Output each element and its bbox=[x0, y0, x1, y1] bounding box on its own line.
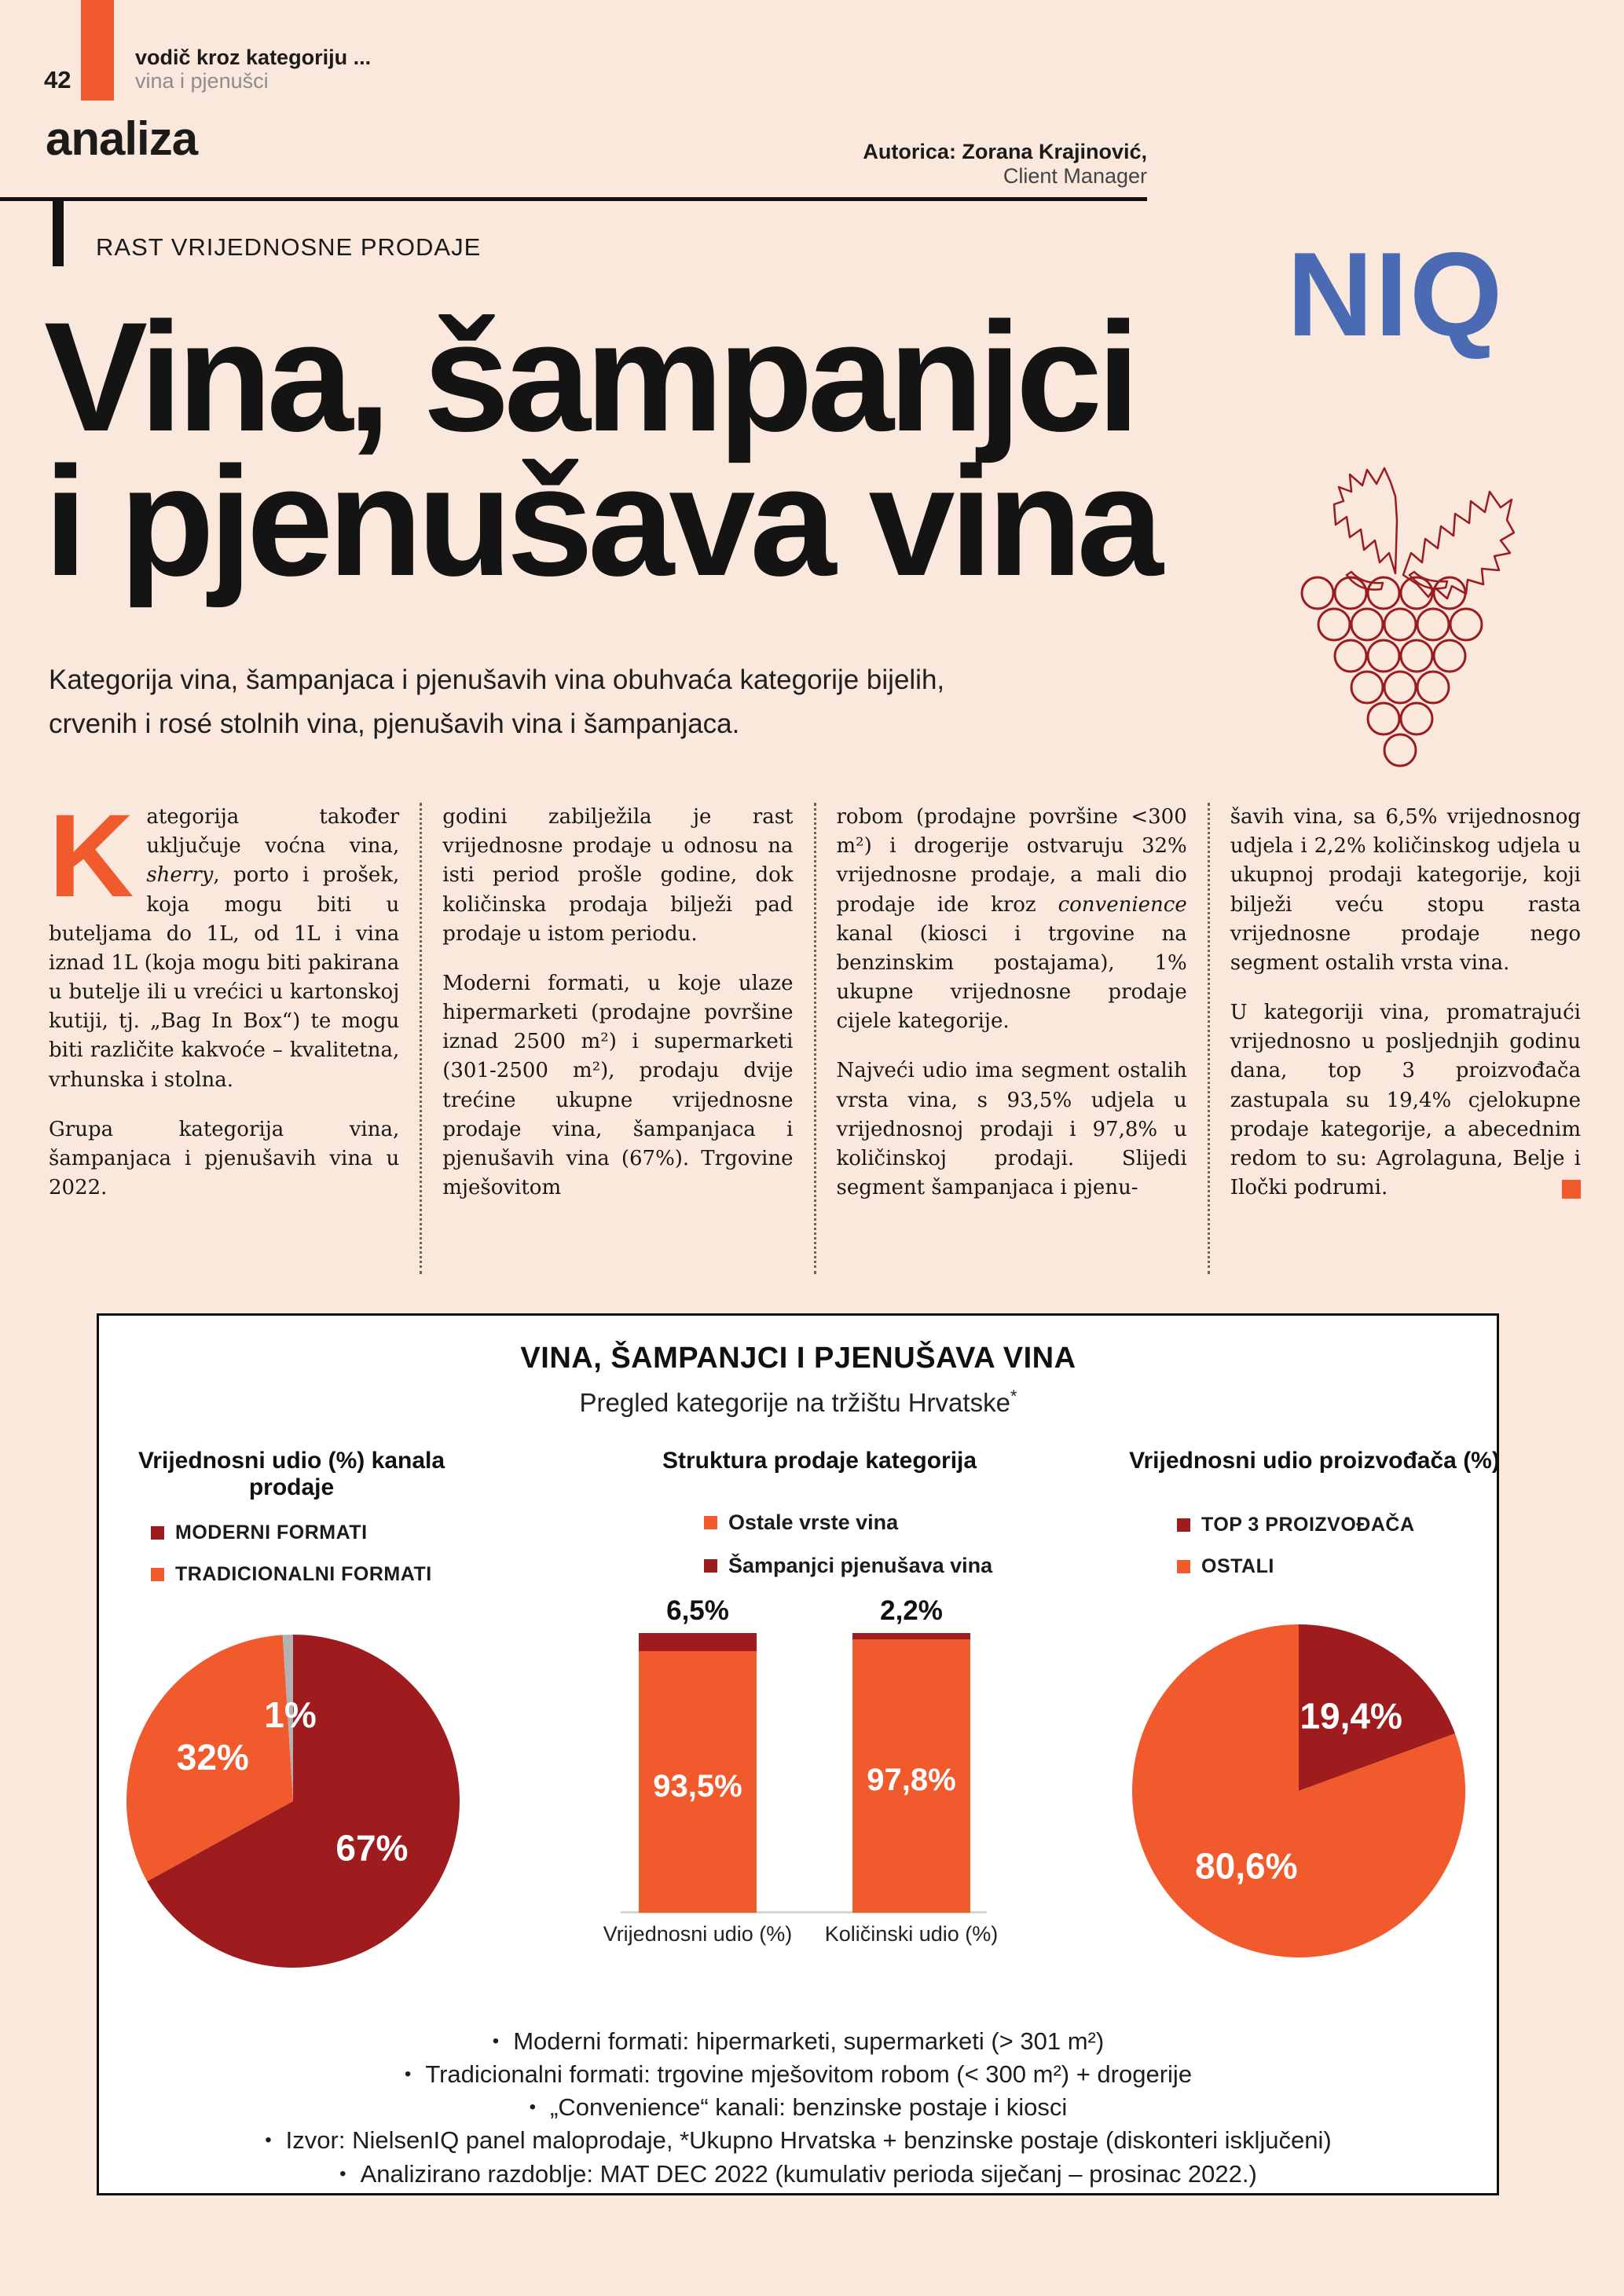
legend-item bbox=[1177, 1555, 1415, 1578]
intro-line1: Kategorija vina, šampanjaca i pjenušavih vina obuhvaća kategorije bijelih, bbox=[49, 665, 945, 695]
bar-segment-top bbox=[852, 1633, 970, 1639]
chart-title: VINA, ŠAMPANJCI I PJENUŠAVA VINA bbox=[520, 1342, 1076, 1375]
footnote-bullet: • bbox=[492, 2031, 500, 2052]
legend-structure bbox=[704, 1511, 992, 1578]
footnote-bullet: • bbox=[404, 2063, 412, 2085]
headline bbox=[44, 290, 1158, 609]
legend-label: Šampanjci pjenušava vina bbox=[728, 1554, 993, 1577]
footnote-line: • Tradicionalni formati: trgovine mješovitom robom (< 300 m²) + drogerije bbox=[404, 2060, 1193, 2089]
article-paragraph: robom (prodajne površine <300 m²) i drogerije ostvaruju 32% vrijednosne prodaje, a mali dio prodaje ide kroz convenience kanal (kiosci i trgovine na benzinskim postajama), 1% ukupne vrijednosne prodaje cijele kategorije. bbox=[836, 805, 1187, 1034]
bar-value-label-top: 6,5% bbox=[666, 1595, 729, 1626]
chart-footnotes bbox=[99, 2025, 1498, 2191]
legend-swatch bbox=[151, 1526, 164, 1540]
footnote-line: • Analizirano razdoblje: MAT DEC 2022 (kumulativ perioda siječanj – prosinac 2022.) bbox=[339, 2159, 1257, 2188]
legend-channels bbox=[151, 1522, 432, 1586]
chart-box bbox=[97, 1313, 1499, 2195]
bar-category-label: Vrijednosni udio (%) bbox=[603, 1922, 793, 1946]
intro-line2: crvenih i rosé stolnih vina, pjenušavih vina i šampanjaca. bbox=[49, 709, 740, 739]
kicker-title: vodič kroz kategoriju ... bbox=[135, 46, 372, 69]
author-block bbox=[707, 140, 1147, 189]
bar-value-label-inner: 97,8% bbox=[867, 1763, 956, 1797]
chart-section-title-producers: Vrijednosni udio proizvođača (%) bbox=[1129, 1448, 1500, 1474]
footnote-line: • „Convenience“ kanali: benzinske postaje i kiosci bbox=[529, 2093, 1068, 2122]
bar-category-label: Količinski udio (%) bbox=[824, 1922, 999, 1946]
grape-vine-illustration bbox=[1279, 465, 1515, 803]
subtitle-asterisk: * bbox=[1010, 1386, 1017, 1406]
chart-subtitle: Pregled kategorije na tržištu Hrvatske* bbox=[579, 1386, 1017, 1417]
intro-paragraph bbox=[49, 658, 1054, 746]
kicker bbox=[135, 46, 371, 93]
legend-item bbox=[151, 1563, 432, 1586]
legend-item bbox=[704, 1511, 992, 1535]
article-paragraph: Grupa kategorija vina, šampanjaca i pjenušavih vina u 2022. bbox=[49, 1117, 400, 1200]
section-title: analiza bbox=[46, 112, 198, 165]
footnote-bullet: • bbox=[265, 2129, 272, 2151]
legend-swatch bbox=[1177, 1518, 1190, 1532]
eyebrow-label: RAST VRIJEDNOSNE PRODAJE bbox=[96, 233, 482, 261]
article-paragraph: Najveći udio ima segment ostalih vrsta vina, s 93,5% udjela u vrijednosnoj prodaji i 97,8% u količinskoj prodaji. Slijedi segment šampanjaca i pjenu- bbox=[836, 1059, 1187, 1200]
footnote-bullet: • bbox=[339, 2162, 346, 2184]
legend-label: Ostale vrste vina bbox=[728, 1511, 899, 1534]
footnote-bullet: • bbox=[529, 2096, 537, 2118]
brand-rectangle bbox=[81, 0, 114, 101]
bar-value-label-inner: 93,5% bbox=[653, 1769, 742, 1803]
article-paragraph: U kategoriji vina, promatrajući vrijednosno u posljednjih godinu dana, top 3 proizvođača zastupala su 19,4% cjelokupne prodaje kategorije, a abecednim redom to su: Agrolaguna, Belje i Iločki podrumi. bbox=[1230, 1001, 1581, 1200]
legend-label: MODERNI FORMATI bbox=[175, 1522, 368, 1543]
legend-item bbox=[151, 1522, 432, 1544]
pie-slice-label: 32% bbox=[176, 1736, 249, 1778]
legend-swatch bbox=[704, 1559, 717, 1573]
author-role: Client Manager bbox=[1003, 164, 1147, 189]
bar-segment-top bbox=[639, 1633, 757, 1651]
pie-slice-label: 1% bbox=[264, 1694, 317, 1735]
article-column-3 bbox=[816, 803, 1210, 1274]
article-paragraph: Kategorija također uključuje voćna vina, sherry, porto i prošek, koja mogu biti u buteljama do 1L, od 1L i vina iznad 1L (koja mogu biti pakirana u butelje ili u vrećici u kartonskoj kutiji, tj. „Bag In Box“) te mogu biti različite kakvoće – kvalitetna, vrhunska i stolna. bbox=[49, 789, 400, 1092]
article-column-2 bbox=[422, 803, 816, 1274]
pie-slice-label: 80,6% bbox=[1195, 1845, 1298, 1887]
pie-chart-channels bbox=[120, 1628, 466, 1974]
niq-logo: NIQ bbox=[1287, 228, 1505, 361]
legend-swatch bbox=[1177, 1560, 1190, 1573]
article-column-1 bbox=[49, 789, 422, 1274]
grape-berries bbox=[1302, 577, 1482, 766]
eyebrow-bar bbox=[53, 197, 64, 266]
legend-swatch bbox=[151, 1568, 164, 1581]
footnote-line: • Moderni formati: hipermarketi, supermarketi (> 301 m²) bbox=[492, 2027, 1105, 2055]
legend-swatch bbox=[704, 1516, 717, 1529]
drop-cap: K bbox=[49, 789, 134, 921]
article-columns bbox=[49, 789, 1581, 1274]
article-paragraph: šavih vina, sa 6,5% vrijednosnog udjela i 2,2% količinskog udjela u ukupnoj prodaji kategorije, koji bilježi veću stopu rasta vrijednosne prodaje nego segment ostalih vrsta vina. bbox=[1230, 805, 1581, 975]
legend-item bbox=[1177, 1514, 1415, 1536]
legend-label: TOP 3 PROIZVOĐAČA bbox=[1201, 1514, 1415, 1536]
chart-section-title-channels: Vrijednosni udio (%) kanala prodaje bbox=[137, 1448, 445, 1500]
legend-producers bbox=[1177, 1514, 1415, 1578]
pie-chart-producers bbox=[1126, 1618, 1472, 1964]
bar-value-label-top: 2,2% bbox=[880, 1595, 943, 1626]
legend-label: TRADICIONALNI FORMATI bbox=[175, 1563, 432, 1585]
headline-line2: i pjenušava vina bbox=[44, 434, 1158, 609]
chart-section-title-structure: Struktura prodaje kategorija bbox=[662, 1448, 977, 1474]
headline-line1: Vina, šampanjci bbox=[44, 290, 1135, 463]
article-paragraph: godini zabilježila je rast vrijednosne prodaje u odnosu na isti period prošle godine, dok količinska prodaja bilježi pad prodaje u istom periodu. bbox=[442, 805, 794, 946]
author-name: Autorica: Zorana Krajinović, bbox=[863, 140, 1147, 163]
pie-slice-label: 19,4% bbox=[1300, 1695, 1402, 1737]
horizontal-rule bbox=[0, 197, 1147, 201]
pie-slice-label: 67% bbox=[335, 1827, 409, 1869]
kicker-subtitle: vina i pjenušci bbox=[135, 69, 269, 93]
end-marker bbox=[1562, 1180, 1581, 1199]
legend-item bbox=[704, 1554, 992, 1578]
footnote-line: • Izvor: NielsenIQ panel maloprodaje, *Ukupno Hrvatska + benzinske postaje (diskonteri isključeni) bbox=[265, 2126, 1332, 2155]
article-paragraph: Moderni formati, u koje ulaze hipermarketi (prodajne površine iznad 2500 m²) i supermarketi (301-2500 m²), prodaju dvije trećine ukupne vrijednosne prodaje vina, šampanjaca i pjenušavih vina (67%). Trgovine mješovitom bbox=[442, 971, 794, 1200]
page-number: 42 bbox=[44, 66, 71, 93]
legend-label: OSTALI bbox=[1201, 1555, 1274, 1577]
article-column-4 bbox=[1210, 803, 1581, 1274]
